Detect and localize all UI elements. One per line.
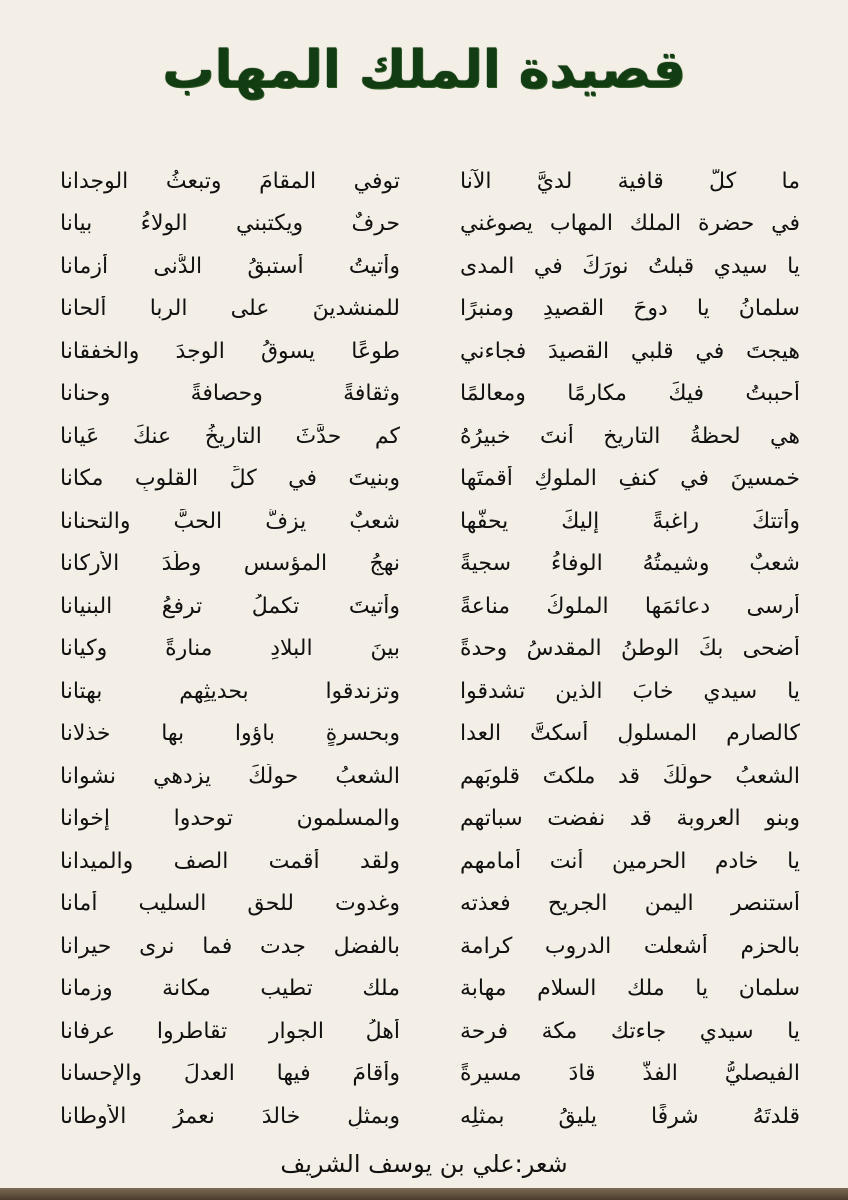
verse-row (60, 968, 800, 1011)
verse-second-hemistich: وأتيتُ أستبقُ الدُّنى أزمانا (60, 253, 400, 279)
verse-row (60, 245, 800, 288)
verse-second-hemistich: وأتيتَ تكملُ ترفعُ البنيانا (60, 593, 400, 619)
verse-first-hemistich: يا خادم الحرمين أنت أمامهم (460, 848, 800, 874)
poem-title: قصيدة الملك المهاب (162, 40, 686, 100)
verse-row (60, 1010, 800, 1053)
verse-row (60, 330, 800, 373)
verse-row (60, 840, 800, 883)
verse-second-hemistich: حرفٌ ويكتبني الولاءُ بيانا (60, 211, 400, 237)
verse-first-hemistich: سلمانُ يا دوحَ القصيدِ ومنبرًا (460, 296, 800, 322)
verse-second-hemistich: ولقد أقمت الصف والميدانا (60, 848, 400, 874)
verse-row (60, 670, 800, 713)
verse-second-hemistich: والمسلمون توحدوا إخوانا (60, 806, 400, 832)
poet-credit: شعر:علي بن يوسف الشريف (280, 1150, 568, 1178)
verse-first-hemistich: أستنصر اليمن الجريح فعذته (460, 891, 800, 917)
verse-row (60, 628, 800, 671)
bottom-border (0, 1188, 848, 1200)
verse-second-hemistich: وأقامَ فيها العدلَ والإحسانا (60, 1061, 400, 1087)
verse-first-hemistich: يا سيدي جاءتك مكة فرحة (460, 1018, 800, 1044)
verse-first-hemistich: الفيصليُّ الفذُّ قادَ مسيرةً (460, 1061, 800, 1087)
verse-second-hemistich: توفي المقامَ وتبعثُ الوجدانا (60, 168, 400, 194)
verse-first-hemistich: قلدتَهُ شرفًا يليقُ بمثلِه (460, 1103, 800, 1129)
verse-row (60, 798, 800, 841)
verse-first-hemistich: خمسينَ في كنفِ الملوكِ أقمتَها (460, 466, 800, 492)
verse-row (60, 1053, 800, 1096)
poem-body (60, 160, 800, 1138)
verse-row (60, 458, 800, 501)
verse-row (60, 500, 800, 543)
verse-row (60, 925, 800, 968)
verse-second-hemistich: وبنيتَ في كلِّ القلوبِ مكانا (60, 466, 400, 492)
verse-row (60, 543, 800, 586)
verse-row (60, 415, 800, 458)
verse-first-hemistich: وأتتكَ راغبةً إليكَ يحفُّها (460, 508, 800, 534)
verse-first-hemistich: سلمان يا ملك السلام مهابة (460, 976, 800, 1002)
verse-second-hemistich: نهجُ المؤسسِ وطَّدَ الأركانا (60, 551, 400, 577)
verse-first-hemistich: شعبٌ وشيمتُهُ الوفاءُ سجيةً (460, 551, 800, 577)
verse-row (60, 373, 800, 416)
verse-first-hemistich: بالحزم أشعلت الدروب كرامة (460, 933, 800, 959)
verse-first-hemistich: وبنو العروبة قد نفضت سباتهم (460, 806, 800, 832)
verse-row (60, 203, 800, 246)
verse-row (60, 755, 800, 798)
verse-second-hemistich: بينَ البلادِ منارةً وكيانا (60, 636, 400, 662)
verse-second-hemistich: بالفضل جدت فما نرى حيرانا (60, 933, 400, 959)
verse-row (60, 160, 800, 203)
verse-first-hemistich: هيجتَ في قلبي القصيدَ فجاءني (460, 338, 800, 364)
verse-row (60, 883, 800, 926)
verse-second-hemistich: وثقافةً وحصافةً وحنانا (60, 381, 400, 407)
verse-first-hemistich: يا سيدي خابَ الذين تشدقوا (460, 678, 800, 704)
verse-second-hemistich: وبمثلِ خالدَ نعمرُ الأوطانا (60, 1103, 400, 1129)
verse-first-hemistich: أرسى دعائمَها الملوكُ مناعةً (460, 593, 800, 619)
verse-row (60, 713, 800, 756)
verse-second-hemistich: شعبٌ يزفُّ الحبَّ والتحنانا (60, 508, 400, 534)
verse-first-hemistich: هي لحظةُ التاريخِ أنتَ خبيرُهُ (460, 423, 800, 449)
verse-first-hemistich: أضحى بكَ الوطنُ المقدسُ وحدةً (460, 636, 800, 662)
verse-second-hemistich: كم حدَّثَ التاريخُ عنكَ عَيانا (60, 423, 400, 449)
verse-second-hemistich: ملك تطيب مكانة وزمانا (60, 976, 400, 1002)
verse-first-hemistich: كالصارمِ المسلولِ أسكتَّ العدا (460, 721, 800, 747)
verse-second-hemistich: وبحسرةٍ باؤوا بها خذلانا (60, 721, 400, 747)
verse-row (60, 585, 800, 628)
verse-first-hemistich: الشعبُ حولَكَ قد ملكتَ قلوبَهم (460, 763, 800, 789)
verse-row (60, 288, 800, 331)
verse-first-hemistich: في حضرة الملك المهاب يصوغني (460, 211, 800, 237)
verse-first-hemistich: ما كلُّ قافية لديَّ الآنا (460, 168, 800, 194)
verse-second-hemistich: أهلُ الجوارِ تقاطروا عرفانا (60, 1018, 400, 1044)
verse-second-hemistich: وتزندقوا بحديثِهم بهتانا (60, 678, 400, 704)
verse-second-hemistich: الشعبُ حولَكَ يزدهي نشوانا (60, 763, 400, 789)
verse-first-hemistich: يا سيدي قبلتُ نورَكَ في المدى (460, 253, 800, 279)
verse-row (60, 1095, 800, 1138)
verse-second-hemistich: وغدوت للحق السليب أمانا (60, 891, 400, 917)
verse-second-hemistich: طوعًا يسوقُ الوجدَ والخفقانا (60, 338, 400, 364)
verse-second-hemistich: للمنشدينَ على الربا ألحانا (60, 296, 400, 322)
verse-first-hemistich: أحببتُ فيكَ مكارمًا ومعالمًا (460, 381, 800, 407)
